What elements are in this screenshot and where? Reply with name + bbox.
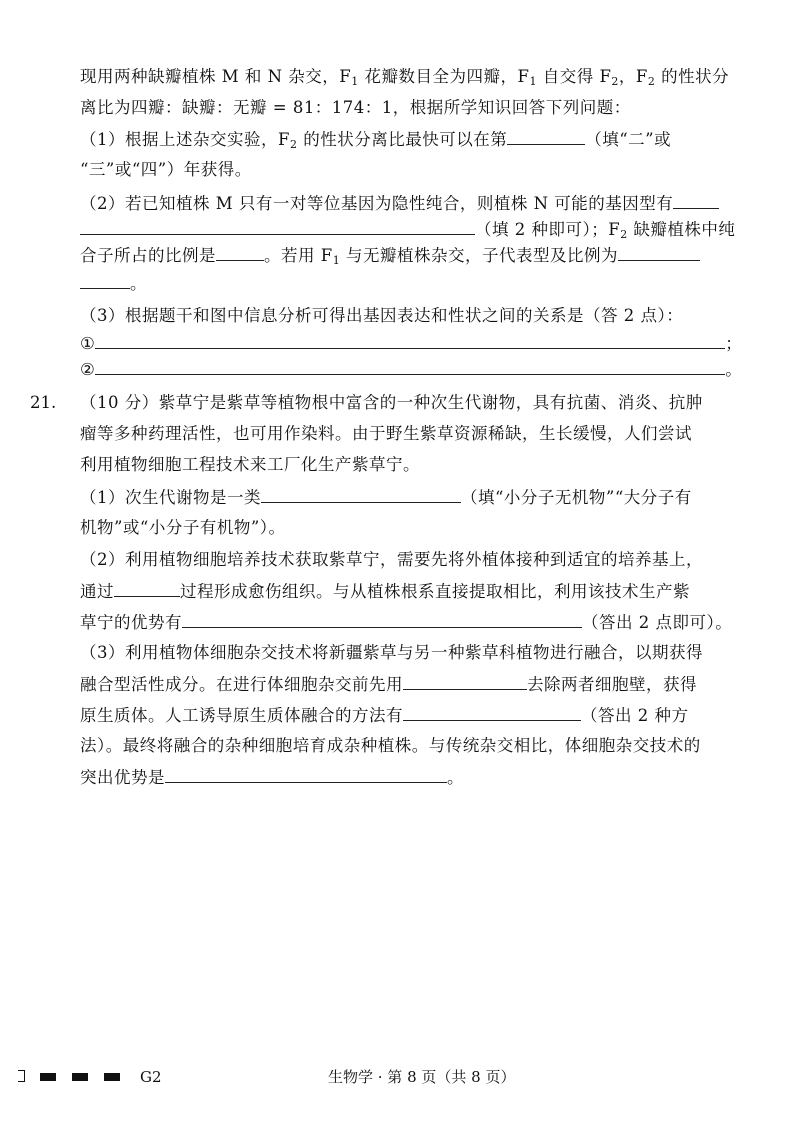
q21-part3-line-3: 原生质体。人工诱导原生质体融合的方法有 （答出 2 种方 <box>80 702 752 729</box>
q21-part1-line-2: 机物”或“小分子有机物”）。 <box>80 518 286 537</box>
q20-part2-line-2: （填 2 种即可）；$F_2$ 缺瓣植株中纯 <box>80 216 752 248</box>
q20-part2-line-1: （2）若已知植株 M 只有一对等位基因为隐性纯合，则植株 N 可能的基因型有 <box>80 190 752 217</box>
q20-part1-line-1: （1）根据上述杂交实验，$F_2$ 的性状分离比最快可以在第 （填“二”或 <box>80 126 752 158</box>
q21-part3-line-4: 法）。最终将融合的杂种细胞培育成杂种植株。与传统杂交相比，体细胞杂交技术的 <box>80 736 701 755</box>
answer-blank-offspring[interactable] <box>80 270 130 289</box>
q20-part3-answer-2: ② 。 <box>80 356 752 383</box>
q21-intro-line-2: 瘤等多种药理活性，也可用作染料。由于野生紫草资源稀缺，生长缓慢，人们尝试 <box>80 424 692 443</box>
q21-intro-line-3: 利用植物细胞工程技术来工厂化生产紫草宁。 <box>80 455 420 474</box>
q20-part3-answer-1: ① ； <box>80 330 752 357</box>
alignment-mark-2 <box>72 1073 88 1081</box>
answer-blank-advantage[interactable] <box>165 764 447 783</box>
q20-part1-line-2: “三”或“四”）年获得。 <box>80 160 252 179</box>
q20-part3-line-1: （3）根据题干和图中信息分析可得出基因表达和性状之间的关系是（答 2 点）： <box>80 306 684 325</box>
answer-blank-genotype-start[interactable] <box>673 190 719 209</box>
corner-mark <box>18 1070 25 1082</box>
answer-blank-advantages[interactable] <box>182 609 582 628</box>
answer-blank-enzyme[interactable] <box>403 671 527 690</box>
answer-blank-relation-2[interactable] <box>95 356 725 375</box>
q21-part3-line-5: 突出优势是 。 <box>80 764 752 791</box>
q21-part2-line-2: 通过 过程形成愈伤组织。与从植株根系直接提取相比，利用该技术生产紫 <box>80 578 752 605</box>
q20-intro-line-1: 现用两种缺瓣植株 M 和 N 杂交，$F_1$ 花瓣数目全为四瓣，$F_1$ 自交得 $F_2$，$F_2$ 的性状分 <box>80 67 730 88</box>
answer-blank-year[interactable] <box>507 126 585 145</box>
answer-blank-offspring-start[interactable] <box>618 242 700 261</box>
answer-blank-relation-1[interactable] <box>95 330 725 349</box>
answer-blank-fusion-methods[interactable] <box>403 702 581 721</box>
q21-number: 21. <box>30 393 57 412</box>
q21-part2-line-1: （2）利用植物细胞培养技术获取紫草宁，需要先将外植体接种到适宜的培养基上， <box>80 550 703 569</box>
q21-part2-line-3: 草宁的优势有 （答出 2 点即可）。 <box>80 609 752 636</box>
q20-part2-line-4: 。 <box>80 270 752 297</box>
answer-blank-genotype[interactable] <box>80 216 475 235</box>
answer-blank-metabolite[interactable] <box>261 484 461 503</box>
alignment-mark-3 <box>104 1073 120 1081</box>
answer-blank-process[interactable] <box>114 578 180 597</box>
q21-part3-line-2: 融合型活性成分。在进行体细胞杂交前先用 去除两者细胞壁，获得 <box>80 671 752 698</box>
q20-part2-line-3: 合子所占的比例是 。若用 $F_1$ 与无瓣植株杂交，子代表型及比例为 <box>80 242 752 274</box>
q20-intro-line-2: 离比为四瓣：缺瓣：无瓣 = 81：174：1，根据所学知识回答下列问题： <box>80 98 631 117</box>
q21-part3-line-1: （3）利用植物体细胞杂交技术将新疆紫草与另一种紫草科植物进行融合，以期获得 <box>80 643 703 662</box>
q21-intro-line-1: （10 分）紫草宁是紫草等植物根中富含的一种次生代谢物，具有抗菌、消炎、抗肿 <box>80 393 703 412</box>
alignment-mark-1 <box>40 1073 56 1081</box>
paper-code: G2 <box>140 1068 162 1086</box>
q21-part1-line-1: （1）次生代谢物是一类 （填“小分子无机物”“大分子有 <box>80 484 752 511</box>
answer-blank-ratio[interactable] <box>216 242 264 261</box>
page-number-label: 生物学 · 第 8 页（共 8 页） <box>328 1068 516 1086</box>
